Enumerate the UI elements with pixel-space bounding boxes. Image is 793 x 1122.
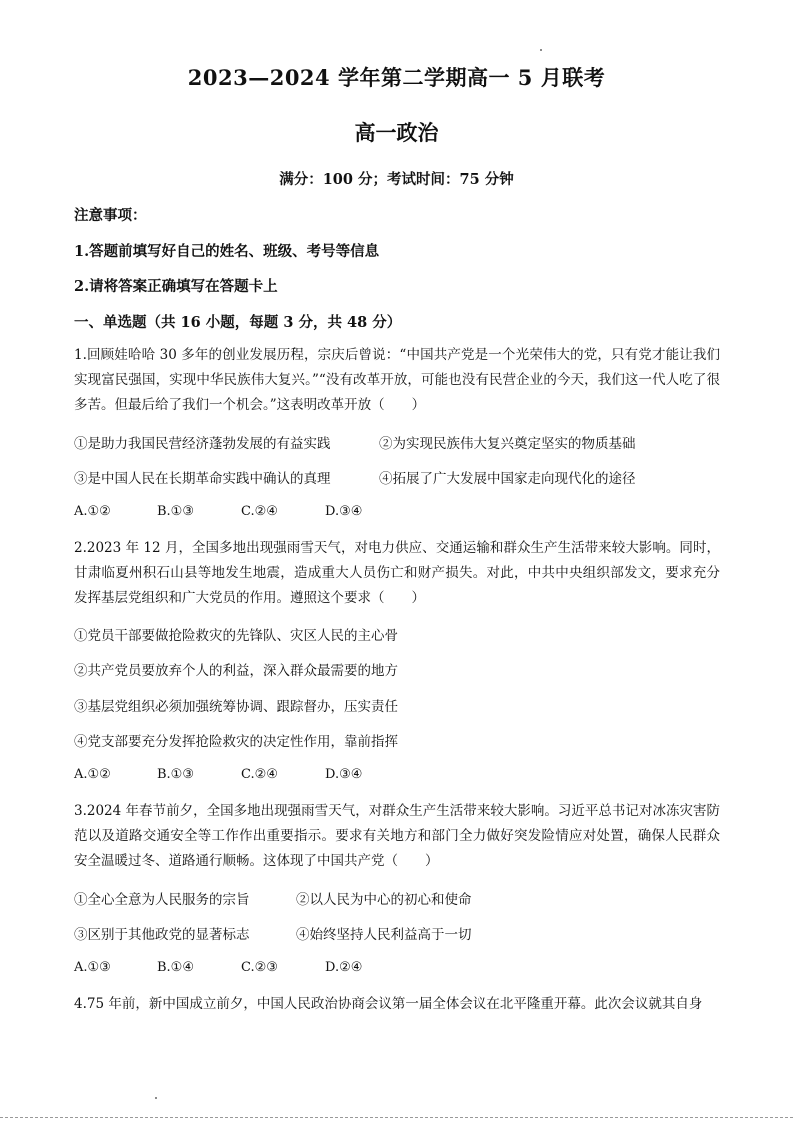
section-heading: 一、单选题（共 16 小题，每题 3 分，共 48 分）: [74, 314, 402, 331]
subject-title: 高一政治: [354, 120, 439, 145]
question-option: ②共产党员要放弃个人的利益，深入群众最需要的地方: [74, 663, 398, 679]
answer-choice: A.①③: [74, 960, 111, 975]
answer-choice: A.①②: [74, 767, 111, 782]
answer-choice: B.①③: [157, 767, 194, 782]
question-option: ③区别于其他政党的显著标志: [74, 927, 250, 943]
question-option: ②为实现民族伟大复兴奠定坚实的物质基础: [379, 436, 636, 452]
notice-heading: 注意事项：: [74, 207, 147, 224]
scan-speck: [540, 49, 542, 51]
scan-speck: [155, 1097, 157, 1099]
question-option: ①党员干部要做抢险救灾的先锋队、灾区人民的主心骨: [74, 628, 398, 644]
answer-choice: C.②③: [241, 960, 278, 975]
question-option: ④拓展了广大发展中国家走向现代化的途径: [379, 471, 636, 487]
question-option: ④党支部要充分发挥抢险救灾的决定性作用，靠前指挥: [74, 734, 398, 750]
question-option: ③是中国人民在长期革命实践中确认的真理: [74, 471, 331, 487]
question-option: ②以人民为中心的初心和使命: [296, 892, 472, 908]
question-stem: 3.2024 年春节前夕，全国多地出现强雨雪天气，对群众生产生活带来较大影响。习近平总书记对冰冻灾害防范以及道路交通安全等工作作出重要指示。要求有关地方和部门全力做好突发险情应对处置，确保人民群众安全温暖过冬、道路通行顺畅。这体现了中国共产党（ ）: [74, 803, 720, 869]
question-stem: 2.2023 年 12 月，全国多地出现强雨雪天气，对电力供应、交通运输和群众生产生活带来较大影响。同时，甘肃临夏州积石山县等地发生地震，造成重大人员伤亡和财产损失。对此，中共中央组织部发文，要求充分发挥基层党组织和广大党员的作用。遵照这个要求（ ）: [74, 540, 720, 606]
answer-choice: D.③④: [325, 767, 363, 782]
notice-item: 2.请将答案正确填写在答题卡上: [74, 278, 278, 295]
question-option: ①是助力我国民营经济蓬勃发展的有益实践: [74, 436, 331, 452]
answer-choice: C.②④: [241, 504, 278, 519]
question-stem: 4.75 年前，新中国成立前夕，中国人民政治协商会议第一届全体会议在北平隆重开幕。此次会议就其自身: [74, 996, 703, 1012]
answer-choice: B.①④: [157, 960, 194, 975]
answer-choice: D.③④: [325, 504, 363, 519]
answer-choice: C.②④: [241, 767, 278, 782]
notice-item: 1.答题前填写好自己的姓名、班级、考号等信息: [74, 243, 380, 260]
question-option: ③基层党组织必须加强统筹协调、跟踪督办，压实责任: [74, 699, 398, 715]
answer-choice: D.②④: [325, 960, 363, 975]
answer-choice: B.①③: [157, 504, 194, 519]
exam-title: 2023—2024 学年第二学期高一 5 月联考: [187, 65, 606, 90]
question-option: ④始终坚持人民利益高于一切: [296, 927, 472, 943]
answer-choice: A.①②: [74, 504, 111, 519]
question-stem: 1.回顾娃哈哈 30 多年的创业发展历程，宗庆后曾说：“中国共产党是一个光荣伟大的党，只有党才能让我们实现富民强国，实现中华民族伟大复兴。”“没有改革开放，可能也没有民营企业的今天，我们这一代人吃了很多苦。但最后给了我们一个机会。”这表明改革开放（ ）: [74, 347, 720, 413]
exam-info: 满分：100 分；考试时间：75 分钟: [279, 171, 514, 188]
page-bottom-rule: [0, 1117, 793, 1119]
question-option: ①全心全意为人民服务的宗旨: [74, 892, 250, 908]
